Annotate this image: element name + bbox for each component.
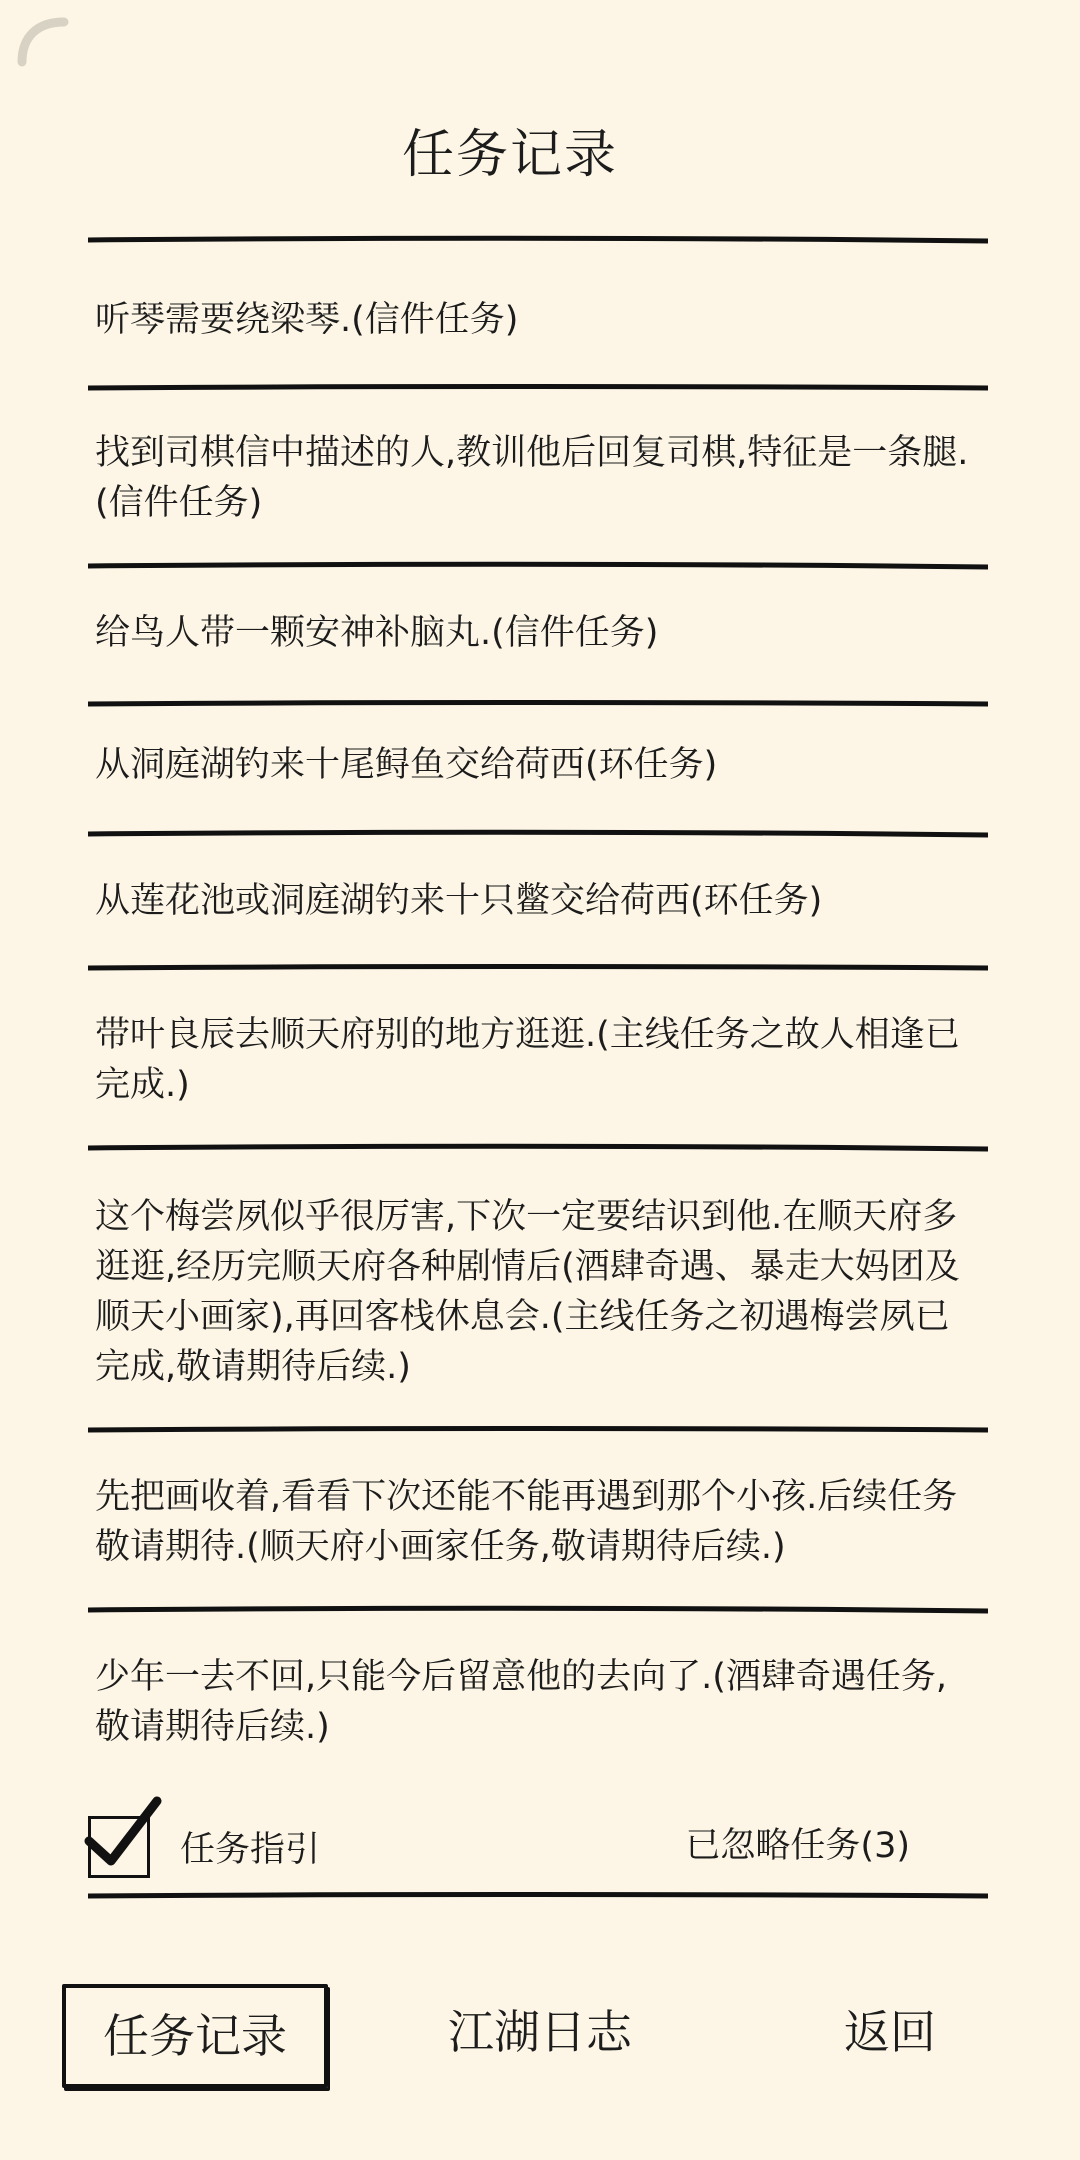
back-button[interactable]: 返回 [844, 2005, 936, 2059]
divider [88, 382, 988, 394]
divider [88, 828, 988, 840]
divider [88, 560, 988, 572]
ignored-tasks-link[interactable]: 已忽略任务(3) [685, 1826, 910, 1866]
divider [88, 1142, 988, 1154]
divider [88, 234, 988, 246]
checkmark-icon [81, 1795, 163, 1877]
tab-jianghu-journal[interactable]: 江湖日志 [448, 2005, 632, 2059]
corner-arc-icon [16, 14, 70, 68]
divider [88, 1604, 988, 1616]
task-item[interactable]: 从莲花池或洞庭湖钓来十只鳖交给荷西(环任务) [95, 881, 823, 921]
task-item[interactable]: 先把画收着,看看下次还能不能再遇到那个小孩.后续任务敬请期待.(顺天府小画家任务,敬请期待后续.) [95, 1477, 958, 1567]
task-item[interactable]: 这个梅尝夙似乎很厉害,下次一定要结识到他.在顺天府多逛逛,经历完顺天府各种剧情后(酒肆奇遇、暴走大妈团及顺天小画家),再回客栈休息会.(主线任务之初遇梅尝夙已完成,敬请期待后续.) [95, 1197, 960, 1387]
task-item[interactable]: 给鸟人带一颗安神补脑丸.(信件任务) [95, 613, 659, 653]
divider [88, 698, 988, 710]
divider [88, 962, 988, 974]
task-item[interactable]: 从洞庭湖钓来十尾鲟鱼交给荷西(环任务) [95, 745, 718, 785]
tab-task-records[interactable]: 任务记录 [62, 1984, 328, 2088]
divider [88, 1890, 988, 1902]
task-item[interactable]: 找到司棋信中描述的人,教训他后回复司棋,特征是一条腿.(信件任务) [95, 433, 969, 523]
task-guide-toggle[interactable] [88, 1810, 320, 1884]
task-guide-label: 任务指引 [180, 1830, 321, 1870]
page-title: 任务记录 [401, 125, 618, 185]
divider [88, 1424, 988, 1436]
task-guide-checkbox[interactable] [88, 1816, 150, 1878]
task-item[interactable]: 听琴需要绕梁琴.(信件任务) [95, 300, 519, 340]
task-item[interactable]: 少年一去不回,只能今后留意他的去向了.(酒肆奇遇任务,敬请期待后续.) [95, 1657, 948, 1747]
task-item[interactable]: 带叶良辰去顺天府别的地方逛逛.(主线任务之故人相逢已完成.) [95, 1015, 960, 1105]
